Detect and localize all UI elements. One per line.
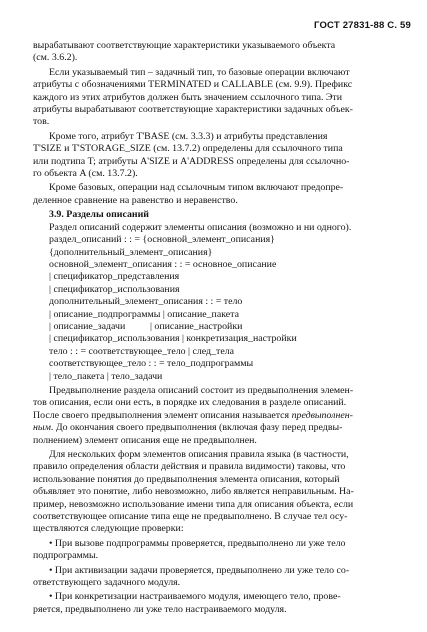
text-line: Кроме базовых, операции над ссылочным типом включают предопре- (49, 182, 344, 194)
paragraph-7 (33, 449, 403, 536)
text-line: Кроме того, атрибут T'BASE (см. 3.3.3) и атрибуты представления (49, 130, 328, 142)
text-line: атрибуты с обозначениями TERMINATED и CALLABLE (см. 9.9). Префикс (33, 79, 353, 91)
text-run: После своего предвыполнения элемент описания называется (33, 409, 292, 421)
text-line: пример, невозможно использование имени типа для описания объекта, если (33, 498, 354, 510)
defined-term: предвыполнен- (291, 409, 353, 421)
grammar-line: соответствующее_тело : : = тело_подпрограммы (49, 358, 254, 370)
grammar-line: | спецификатор_представления (49, 271, 180, 283)
grammar-line: основной_элемент_описания : : = основное_описание (49, 258, 277, 270)
section-intro: Раздел описаний содержит элементы описания (возможно и ни одного). (49, 221, 352, 233)
text-line: (см. 3.6.2). (33, 52, 78, 64)
bullet-item (33, 538, 403, 563)
paragraph-4 (33, 182, 403, 207)
text-line (33, 410, 403, 422)
defined-term-cont: ным (33, 422, 51, 434)
grammar-line: {дополнительный_элемент_описания} (49, 246, 213, 258)
text-line: • При конкретизации настраиваемого модуля, имеющего тело, прове- (49, 591, 341, 603)
bullet-item (33, 565, 403, 590)
paragraph-3 (33, 131, 403, 181)
text-line: • При вызове подпрограммы проверяется, предвыполнено ли уже тело (49, 537, 346, 549)
text-line: ряется, предвыполнено ли уже тело настраиваемого модуля. (33, 603, 287, 615)
grammar-line: | описание_подпрограммы | описание_пакета (49, 308, 239, 320)
text-line: вырабатывают соответствующие характеристики указываемого объекта (33, 40, 336, 51)
grammar-block (33, 234, 403, 383)
grammar-line: дополнительный_элемент_описания : : = тело (49, 296, 243, 308)
text-line (33, 422, 403, 434)
grammar-line: | описание_задачи | описание_настройки (49, 320, 243, 332)
section-heading: 3.9. Разделы описаний (49, 209, 149, 221)
text-line: ществляются следующие проверки: (33, 523, 184, 535)
text-line: деленное сравнение на равенство и неравенство. (33, 194, 238, 206)
text-line: объявляет это понятие, либо невозможно, либо является неправильным. На- (33, 486, 354, 498)
page-content (33, 40, 403, 618)
text-run: . До окончания своего предвыполнения (включая фазу перед предвы- (50, 422, 343, 434)
grammar-line: раздел_описаний : : = {основной_элемент_описания} (49, 234, 275, 246)
text-line: го объекта A (см. 13.7.2). (33, 168, 138, 180)
text-line: полнением) элемент описания еще не предвыполнен. (33, 434, 257, 446)
grammar-line: тело : : = соответствующее_тело | след_тела (49, 345, 235, 357)
text-line: T'SIZE и T'STORAGE_SIZE (см. 13.7.2) определены для ссылочного типа (33, 143, 343, 155)
text-line: ответствующего задачного модуля. (33, 577, 181, 589)
text-line: Предвыполнение раздела описаний состоит из предвыполнения элемен- (49, 384, 354, 396)
text-line: атрибуты вырабатывают соответствующие характеристики задачных объек- (33, 104, 353, 116)
text-line: • При активизации задачи проверяется, предвыполнено ли уже тело со- (49, 564, 350, 576)
text-line: тов описания, если они есть, в порядке их следования в разделе описаний. (33, 397, 347, 409)
text-line: подпрограммы. (33, 550, 99, 562)
text-line: соответствующее описание типа еще не предвыполнено. В случае тел осу- (33, 511, 348, 523)
text-line: Если указываемый тип – задачный тип, то базовые операции включают (49, 66, 350, 78)
grammar-line: | спецификатор_использования (49, 283, 180, 295)
text-line: или подтипа T; атрибуты A'SIZE и A'ADDRESS определены для ссылочно- (33, 155, 350, 167)
bullet-item (33, 591, 403, 616)
text-line: тов. (33, 116, 50, 128)
text-line: использование понятия до предвыполнения элемента описания, который (33, 473, 340, 485)
text-line: каждого из этих атрибутов должен быть значением ссылочного типа. Эти (33, 91, 343, 103)
page-header: ГОСТ 27831-88 С. 59 (313, 20, 411, 31)
grammar-line: | тело_пакета | тело_задачи (49, 370, 163, 382)
grammar-line: | спецификатор_использования | конкретизация_настройки (49, 333, 297, 345)
paragraph-1 (33, 40, 403, 65)
paragraph-2 (33, 67, 403, 129)
text-line: правило определения области действия и правила видимости) таковы, что (33, 461, 346, 473)
text-line: Для нескольких форм элементов описания правила языка (в частности, (49, 449, 349, 460)
paragraph-6 (33, 385, 403, 447)
